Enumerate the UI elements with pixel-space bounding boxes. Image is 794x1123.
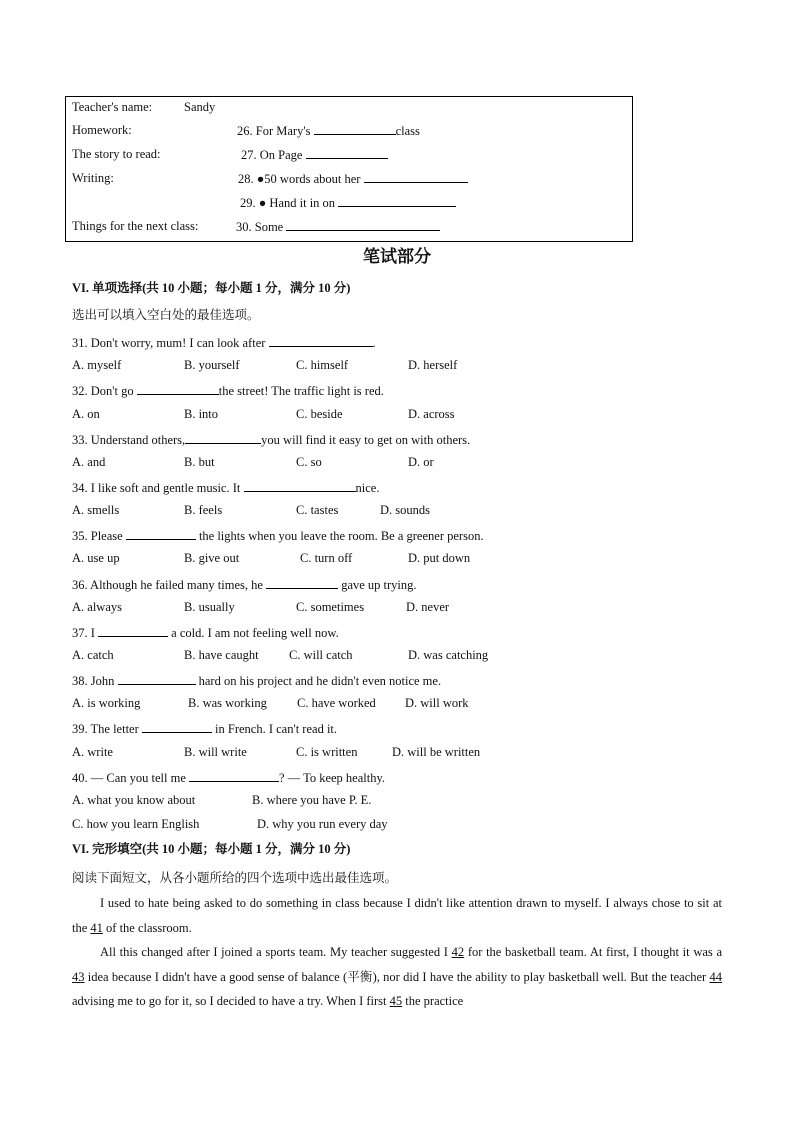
story-label: The story to read: <box>72 147 161 161</box>
q34-option-d[interactable]: D. sounds <box>380 503 431 517</box>
q37-stem-a: 37. I <box>72 626 95 640</box>
q33-option-b[interactable]: B. but <box>184 455 215 469</box>
next-item <box>236 216 440 237</box>
q33-option-a[interactable]: A. and <box>72 455 106 469</box>
q38-stem-a: 38. John <box>72 674 115 688</box>
blank-35[interactable] <box>126 525 196 540</box>
q36-option-c[interactable]: C. sometimes <box>296 600 365 614</box>
notes-row-homework <box>66 120 632 140</box>
next-item-text: 30. Some <box>236 220 284 234</box>
q35-option-a[interactable]: A. use up <box>72 551 120 565</box>
question-35 <box>72 525 484 545</box>
question-38 <box>72 670 441 690</box>
q36-stem-b: gave up trying. <box>341 578 417 592</box>
q39-stem-a: 39. The letter <box>72 722 139 736</box>
q34-option-c[interactable]: C. tastes <box>296 503 339 517</box>
question-34 <box>72 477 379 497</box>
section-title: 笔试部分 <box>363 247 431 266</box>
part7-heading: VI. 完形填空(共 10 小题；每小题 1 分，满分 10 分) <box>72 842 351 856</box>
blank-29[interactable] <box>338 192 456 207</box>
cloze-p2-text-b: for the basketball team. At first, I thought it was a <box>464 945 722 959</box>
q38-option-c[interactable]: C. have worked <box>297 696 376 710</box>
writing-item2 <box>240 192 456 213</box>
q35-option-c[interactable]: C. turn off <box>300 551 353 565</box>
q33-option-c[interactable]: C. so <box>296 455 322 469</box>
q34-option-a[interactable]: A. smells <box>72 503 120 517</box>
homework-item <box>237 120 420 141</box>
q31-option-a[interactable]: A. myself <box>72 358 122 372</box>
blank-36[interactable] <box>266 574 338 589</box>
q39-stem-b: in French. I can't read it. <box>215 722 338 736</box>
blank-26[interactable] <box>314 120 396 135</box>
q40-option-c[interactable]: C. how you learn English <box>72 817 200 831</box>
q34-stem-a: 34. I like soft and gentle music. It <box>72 481 241 495</box>
q35-option-b[interactable]: B. give out <box>184 551 240 565</box>
notes-row-teacher <box>66 97 632 117</box>
story-item-text: 27. On Page <box>241 148 303 162</box>
cloze-blank-45[interactable]: 45 <box>389 994 403 1008</box>
teacher-value: Sandy <box>184 100 216 114</box>
part6-heading: VI. 单项选择(共 10 小题；每小题 1 分，满分 10 分) <box>72 281 351 295</box>
blank-31[interactable] <box>269 332 373 347</box>
homework-tail: class <box>395 124 420 138</box>
q36-stem-a: 36. Although he failed many times, he <box>72 578 263 592</box>
blank-39[interactable] <box>142 718 212 733</box>
q40-stem-a: 40. — Can you tell me <box>72 771 186 785</box>
q36-option-d[interactable]: D. never <box>406 600 450 614</box>
cloze-p2-text-c: idea because I didn't have a good sense of balance (平衡), nor did I have the ability to play basketball well. But the teacher <box>84 969 710 984</box>
q32-option-b[interactable]: B. into <box>184 407 219 421</box>
blank-28[interactable] <box>364 168 468 183</box>
q31-option-c[interactable]: C. himself <box>296 358 349 372</box>
teacher-label: Teacher's name: <box>72 100 153 114</box>
question-37 <box>72 622 339 642</box>
notes-table <box>65 96 633 242</box>
homework-item-text: 26. For Mary's <box>237 124 311 138</box>
q32-option-d[interactable]: D. across <box>408 407 455 421</box>
q34-stem-b: nice. <box>355 481 380 495</box>
blank-30[interactable] <box>286 216 440 231</box>
q39-option-b[interactable]: B. will write <box>184 745 247 759</box>
cloze-blank-43[interactable]: 43 <box>72 969 85 984</box>
notes-row-handin <box>66 192 632 212</box>
question-32 <box>72 380 384 400</box>
notes-row-next <box>66 216 632 236</box>
q38-option-d[interactable]: D. will work <box>405 696 469 710</box>
q31-option-b[interactable]: B. yourself <box>184 358 240 372</box>
q31-stem-b: . <box>372 336 376 350</box>
q40-stem-b: ? — To keep healthy. <box>279 771 386 785</box>
q35-stem-b: the lights when you leave the room. Be a greener person. <box>198 529 484 543</box>
q32-stem-b: the street! The traffic light is red. <box>218 384 384 398</box>
q32-option-a[interactable]: A. on <box>72 407 100 421</box>
writing-item <box>238 168 468 189</box>
next-label: Things for the next class: <box>72 219 199 233</box>
blank-34[interactable] <box>244 477 356 492</box>
q31-option-d[interactable]: D. herself <box>408 358 458 372</box>
q34-option-b[interactable]: B. feels <box>184 503 223 517</box>
part6-instruction: 选出可以填入空白处的最佳选项。 <box>72 308 260 322</box>
q39-option-c[interactable]: C. is written <box>296 745 358 759</box>
q37-option-b[interactable]: B. have caught <box>184 648 259 662</box>
q40-option-a[interactable]: A. what you know about <box>72 793 196 807</box>
writing-item2-text: 29. ● Hand it in on <box>240 196 336 210</box>
q33-stem-b: you will find it easy to get on with others. <box>261 433 471 447</box>
q35-stem-a: 35. Please <box>72 529 123 543</box>
q37-option-a[interactable]: A. catch <box>72 648 114 662</box>
q39-option-a[interactable]: A. write <box>72 745 113 759</box>
q37-stem-b: a cold. I am not feeling well now. <box>171 626 339 640</box>
q32-stem-a: 32. Don't go <box>72 384 134 398</box>
q37-option-d[interactable]: D. was catching <box>408 648 489 662</box>
q35-option-d[interactable]: D. put down <box>408 551 471 565</box>
cloze-blank-41[interactable]: 41 <box>90 920 103 935</box>
cloze-p2-text-a: All this changed after I joined a sports team. My teacher suggested I <box>100 945 452 959</box>
blank-37[interactable] <box>98 622 168 637</box>
cloze-paragraph-2 <box>72 940 722 1014</box>
cloze-p1-text-a: I used to hate being asked to do something in class because I didn't like attention drawn to myself. I always chose to sit at the <box>72 896 722 935</box>
q37-option-c[interactable]: C. will catch <box>289 648 353 662</box>
question-40 <box>72 767 385 787</box>
notes-row-story <box>66 144 632 164</box>
q36-option-b[interactable]: B. usually <box>184 600 235 614</box>
q39-option-d[interactable]: D. will be written <box>392 745 481 759</box>
writing-item-text: 28. ●50 words about her <box>238 172 361 186</box>
part7-instruction: 阅读下面短文，从各小题所给的四个选项中选出最佳选项。 <box>72 871 398 885</box>
notes-row-writing <box>66 168 632 188</box>
cloze-p2-text-d: advising me to go for it, so I decided to have a try. When I first <box>72 994 390 1008</box>
question-39 <box>72 718 337 738</box>
blank-38[interactable] <box>118 670 196 685</box>
question-31 <box>72 332 376 352</box>
q36-option-a[interactable]: A. always <box>72 600 122 614</box>
q33-stem-a: 33. Understand others, <box>72 433 186 447</box>
homework-label: Homework: <box>72 123 132 137</box>
q40-option-d[interactable]: D. why you run every day <box>257 817 388 831</box>
cloze-blank-44[interactable]: 44 <box>709 969 722 984</box>
q38-option-a[interactable]: A. is working <box>72 696 141 710</box>
q33-option-d[interactable]: D. or <box>408 455 434 469</box>
cloze-blank-42[interactable]: 42 <box>451 945 465 959</box>
blank-27[interactable] <box>306 144 388 159</box>
story-item <box>241 144 388 165</box>
blank-33[interactable] <box>185 429 261 444</box>
cloze-p1-text-b: of the classroom. <box>102 920 192 935</box>
q40-option-b[interactable]: B. where you have P. E. <box>252 793 372 807</box>
question-33 <box>72 429 470 449</box>
q32-option-c[interactable]: C. beside <box>296 407 343 421</box>
q31-stem-a: 31. Don't worry, mum! I can look after <box>72 336 266 350</box>
question-36 <box>72 574 417 594</box>
q38-option-b[interactable]: B. was working <box>188 696 267 710</box>
q38-stem-b: hard on his project and he didn't even notice me. <box>198 674 442 688</box>
cloze-p2-text-e: the practice <box>402 994 464 1008</box>
blank-40[interactable] <box>189 767 279 782</box>
blank-32[interactable] <box>137 380 219 395</box>
writing-label: Writing: <box>72 171 114 185</box>
cloze-paragraph-1 <box>72 891 722 940</box>
